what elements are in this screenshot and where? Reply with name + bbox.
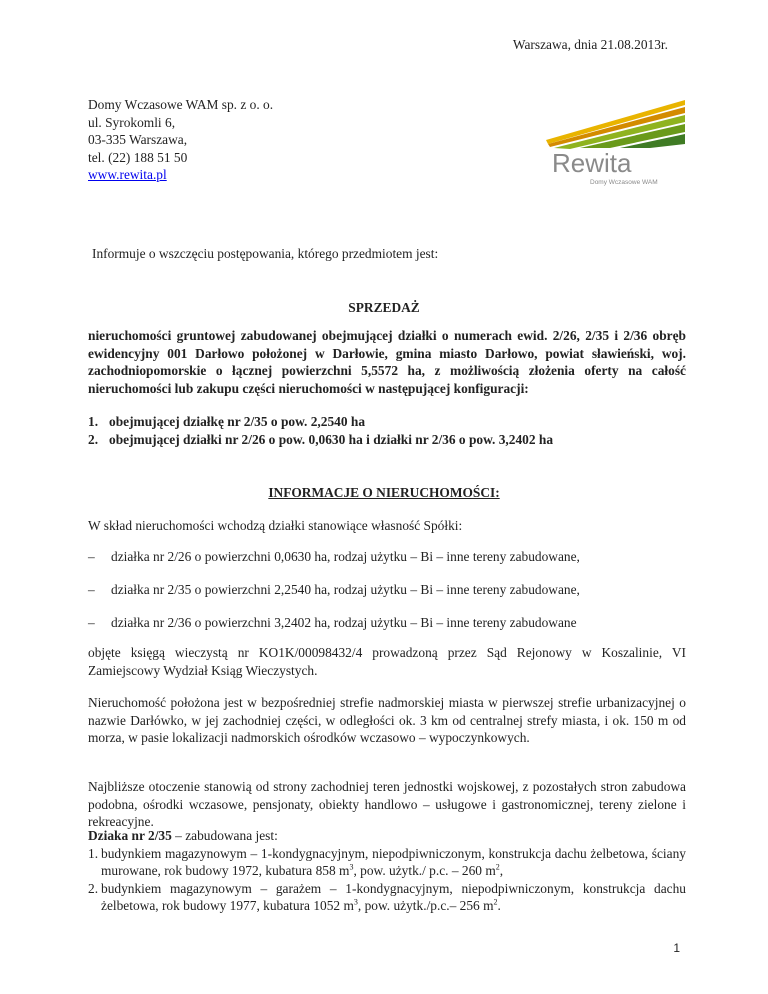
info-heading: INFORMACJE O NIERUCHOMOŚCI:	[268, 485, 500, 500]
offer-description	[88, 327, 686, 449]
location-paragraph: Nieruchomość położona jest w bezpośredniej strefie nadmorskiej miasta w pierwszej strefie urbanizacyjnej o nazwie Darłówko, w jej zachodniej części, w odległości ok. 3 km od centralnej strefy miasta, i ok. 150 m od morza, w pasie lokalizacji nadmorskich ośrodków wczasowo – wypoczynkowych.	[88, 695, 686, 745]
sender-website-link[interactable]: www.rewita.pl	[88, 167, 167, 182]
composition-intro: W skład nieruchomości wchodzą działki stanowiące własność Spółki:	[88, 518, 463, 533]
superscript: 2	[493, 897, 498, 907]
list-number: 1.	[88, 414, 99, 430]
dash-bullet: –	[88, 582, 95, 597]
building-text: , pow. użytk./ p.c. – 260 m	[353, 863, 496, 878]
building-text: , pow. użytk./p.c.– 256 m	[357, 898, 494, 913]
sender-company: Domy Wczasowe WAM sp. z o. o.	[88, 97, 274, 112]
offer-text: nieruchomości gruntowej zabudowanej obejmującej działki o numerach ewid. 2/26, 2/35 i 2/36 obręb ewidencyjny 001 Darłowo położonej w Darłowie, gmina miasto Darłowo, powiat sławieński, woj. zachodniopomorskie o łącznej powierzchni 5,5572 ha, z możliwością złożenia oferty na całość nieruchomości lub zakupu części nieruchomości w następującej konfiguracji:	[88, 328, 686, 396]
configuration-list	[88, 413, 686, 448]
configuration-item	[88, 413, 686, 431]
configuration-item	[88, 431, 686, 449]
building-text: ,	[499, 863, 504, 878]
list-number: 2.	[88, 431, 99, 447]
rewita-logo-graphic	[540, 96, 690, 191]
buildings-list	[88, 845, 686, 915]
surroundings-paragraph: Najbliższe otoczenie stanowią od strony zachodniej teren jednostki wojskowej, z pozostałych stron zabudowa podobna, ośrodki wczasowe, pensjonaty, obiekty handlowo – usługowe i gastronomicznej, tereny zielone i rekreacyjne.	[88, 779, 686, 829]
logo-brand-text: Rewita	[552, 148, 632, 178]
parcel-235-suffix: – zabudowana jest:	[171, 828, 278, 843]
list-number: 2.	[88, 880, 99, 896]
page-number: 1	[673, 941, 680, 955]
letter-date: Warszawa, dnia 21.08.2013r.	[512, 37, 668, 52]
dash-bullet: –	[88, 549, 95, 564]
list-number: 1.	[88, 845, 99, 861]
building-item	[88, 880, 686, 915]
parcel-235-section	[88, 827, 686, 915]
parcel-235-heading	[88, 827, 686, 845]
sender-street: ul. Syrokomli 6,	[88, 114, 176, 130]
parcel-text: działka nr 2/36 o powierzchni 3,2402 ha, rodzaj użytku – Bi – inne tereny zabudowane	[111, 615, 577, 630]
superscript: 2	[495, 862, 500, 872]
superscript: 3	[349, 862, 354, 872]
building-text: .	[497, 898, 501, 913]
building-text: budynkiem magazynowym – 1-kondygnacyjnym, niepodpiwniczonym, konstrukcja dachu żelbetowa, ściany murowane, rok budowy 1972, kubatura 858 m	[101, 845, 686, 878]
parcel-text: działka nr 2/26 o powierzchni 0,0630 ha, rodzaj użytku – Bi – inne tereny zabudowane,	[111, 549, 580, 564]
superscript: 3	[353, 897, 358, 907]
sender-address	[88, 96, 273, 184]
parcel-text: działka nr 2/35 o powierzchni 2,2540 ha, rodzaj użytku – Bi – inne tereny zabudowane,	[111, 582, 580, 597]
sale-heading: SPRZEDAŻ	[348, 300, 420, 315]
rewita-logo	[540, 96, 690, 191]
building-text: budynkiem magazynowym – garażem – 1-kondygnacyjnym, niepodpiwniczonym, konstrukcja dachu żelbetowa, rok budowy 1977, kubatura 1052 m	[101, 880, 686, 913]
dash-bullet: –	[88, 615, 95, 630]
building-item	[88, 845, 686, 880]
sender-phone: tel. (22) 188 51 50	[88, 149, 188, 165]
sender-city: 03-335 Warszawa,	[88, 132, 188, 147]
intro-text: Informuje o wszczęciu postępowania, którego przedmiotem jest:	[92, 246, 439, 261]
configuration-text: obejmującej działki nr 2/26 o pow. 0,0630 ha i działki nr 2/36 o pow. 3,2402 ha	[109, 431, 554, 447]
parcel-235-label: Dziaka nr 2/35	[88, 828, 172, 843]
land-register-text: objęte księgą wieczystą nr KO1K/00098432/4 prowadzoną przez Sąd Rejonowy w Koszalinie, VI Zamiejscowy Wydział Ksiąg Wieczystych.	[88, 645, 686, 678]
logo-subtitle-text: Domy Wczasowe WAM	[590, 179, 658, 186]
configuration-text: obejmującej działkę nr 2/35 o pow. 2,2540 ha	[109, 414, 366, 430]
